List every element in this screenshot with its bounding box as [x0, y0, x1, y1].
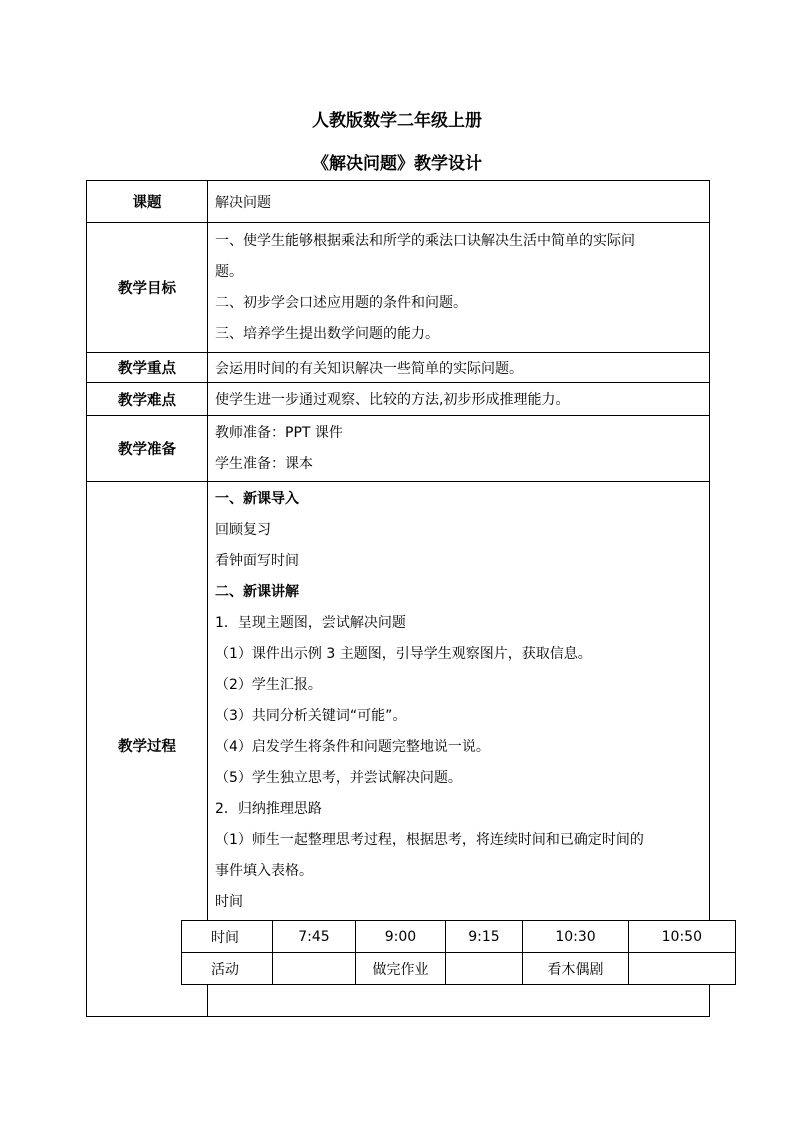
- goal-line: 三、培养学生提出数学问题的能力。: [215, 325, 439, 342]
- process-line: 事件填入表格。: [215, 863, 313, 879]
- document-subtitle: 《解决问题》教学设计: [312, 154, 482, 174]
- process-line: （2）学生汇报。: [215, 677, 322, 693]
- schedule-cell: 时间: [182, 921, 273, 953]
- process-line: （1）师生一起整理思考过程，根据思考，将连续时间和已确定时间的: [215, 832, 644, 848]
- schedule-cell: [629, 953, 736, 985]
- process-line: 1．呈现主题图，尝试解决问题: [215, 615, 406, 631]
- schedule-cell: 9:15: [446, 921, 523, 953]
- schedule-table: [181, 920, 736, 985]
- value-topic: 解决问题: [208, 181, 710, 223]
- schedule-cell: 10:50: [629, 921, 736, 953]
- lesson-plan-table: [86, 180, 710, 1017]
- value-difficulty: 使学生进一步通过观察、比较的方法,初步形成推理能力。: [208, 383, 710, 416]
- schedule-row-activity: [182, 953, 736, 985]
- schedule-row-time: [182, 921, 736, 953]
- row-difficulty: [87, 383, 710, 416]
- label-difficulty: 教学难点: [87, 383, 208, 416]
- document-title: 人教版数学二年级上册: [312, 111, 482, 131]
- schedule-cell: 活动: [182, 953, 273, 985]
- schedule-cell: [273, 953, 356, 985]
- label-key: 教学重点: [87, 353, 208, 383]
- label-prep: 教学准备: [87, 416, 208, 482]
- process-line: （3）共同分析关键词“可能”。: [215, 708, 407, 724]
- process-line: （5）学生独立思考，并尝试解决问题。: [215, 770, 462, 786]
- goal-line: 题。: [215, 263, 243, 280]
- schedule-cell: 10:30: [523, 921, 629, 953]
- goal-line: 二、初步学会口述应用题的条件和问题。: [215, 294, 467, 311]
- schedule-cell: [446, 953, 523, 985]
- label-goals: 教学目标: [87, 223, 208, 353]
- value-key: 会运用时间的有关知识解决一些简单的实际问题。: [208, 353, 710, 383]
- label-topic: 课题: [87, 181, 208, 223]
- process-line: 2．归纳推理思路: [215, 801, 322, 817]
- schedule-cell: 7:45: [273, 921, 356, 953]
- process-heading: 二、新课讲解: [215, 584, 299, 600]
- label-process: 教学过程: [87, 482, 208, 1017]
- row-goals: [87, 223, 710, 353]
- student-prep: 学生准备：课本: [215, 455, 313, 472]
- process-line: （4）启发学生将条件和问题完整地说一说。: [215, 739, 490, 755]
- process-line: 时间: [215, 894, 243, 910]
- goal-line: 一、使学生能够根据乘法和所学的乘法口诀解决生活中简单的实际问: [215, 232, 635, 249]
- schedule-cell: 9:00: [356, 921, 446, 953]
- schedule-cell: 看木偶剧: [523, 953, 629, 985]
- teacher-prep: 教师准备：PPT 课件: [215, 424, 343, 441]
- value-prep: [208, 416, 710, 482]
- row-topic: [87, 181, 710, 223]
- process-line: 回顾复习: [215, 522, 271, 538]
- process-line: （1）课件出示例 3 主题图，引导学生观察图片，获取信息。: [215, 646, 592, 662]
- value-goals: [208, 223, 710, 353]
- schedule-cell: 做完作业: [356, 953, 446, 985]
- process-heading: 一、新课导入: [215, 491, 299, 507]
- row-prep: [87, 416, 710, 482]
- row-key: [87, 353, 710, 383]
- process-line: 看钟面写时间: [215, 553, 299, 569]
